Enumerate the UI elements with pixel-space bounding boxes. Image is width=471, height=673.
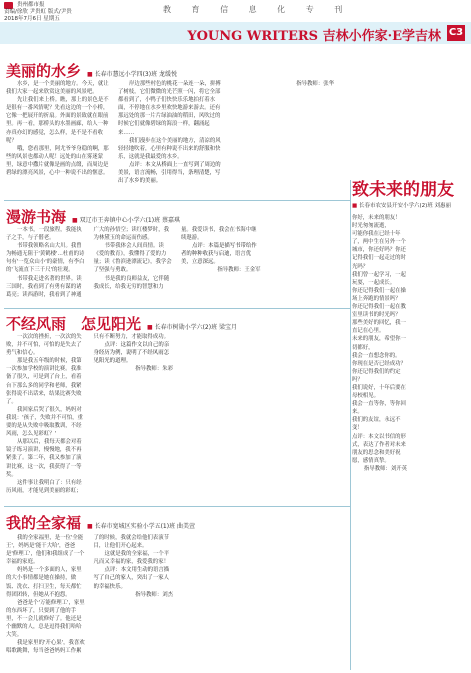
paragraph: 那是我五年级的时候，我第一次参加学校的演讲比赛。我准备了很久，可是到了台上，看着台下那么多的同学和老师，我紧张得说不出话来，结果比赛失败了。 [6,358,82,405]
divider [4,200,350,201]
comment: 点评：本篇是描写书带给作者的种种收获与启迪，语言优美，立意深远。 [181,243,257,266]
paragraph: 爸爸是个'万能修理工'，家里的东西坏了，只要到了他的手里，不一会儿就修好了。他还是个幽默的人，总是逗得我们哈哈大笑。 [6,599,85,639]
side-line: 你好，未来的朋友！ [352,215,401,221]
article-byline: ■ 长春市宽城区实验小学五(1)班 曲美萱 [87,523,195,530]
paragraph: 妈妈是一个多面的人，家里的大小事情都是她在操持，做饭、洗衣、打扫卫生，每天都忙得团团转，但她从不抱怨。 [6,567,82,598]
article-title [6,313,237,334]
side-line: 可能你我在已经十年了，两中生在另外一个城市，你还好吗？你还记得我们一起走过的时光吗？ [352,231,406,270]
paragraph: 书带我体会人间真情。读《爱的教育》，我懂得了爱的力量；读《鲁滨逊漂流记》，我学会了坚强与勇敢。 [93,243,172,274]
teacher: 指导教师：王金军 [217,267,261,274]
side-line: 你还记得我们的约定吗？ [352,368,401,383]
page-number: C3 [447,25,465,41]
paragraph: 先让我们来上桥。瞧，那上的景色是不是很有一番风情呢？先看这边的一个小桥，它像一把展开的折扇。外面的景致就在眼前里。再一看，那桥头的水墨画廊，给人一种亦真亦幻的感觉，怎么样，是不是不看收呢？ [6,97,109,144]
article-byline: ■ 长春市树勋小学六(2)班 梁宝月 [147,324,237,331]
article-title-text: 美丽的水乡 [6,62,82,80]
editor-line: 责编/徐欣 尹贵虹 版式/尹贵 [4,9,72,15]
paragraph: 我的全家福里，是一位'全能王'，妈妈是'能干大哈'，爸爸是'修理工'，他们和我组成了一个幸福的家庭。 [6,535,85,566]
column-divider [350,180,351,670]
header-meta [4,2,154,23]
article-byline: ■ 双辽市王奔镇中心小学六(1)班 蔡嘉琪 [72,217,180,224]
paragraph: 哦，您看那里，阿尤爷爷身稳的啊，那些的风景也都动人呢！远处的山在雾迷蒙里，绿意中撒片就像是画的点缀，而周边是碧绿的漂亮风景，心中一种说不出的惬意。 [6,145,109,177]
side-line: 你现在是否已经成功？ [352,360,406,367]
article-title [6,206,180,227]
page-title: YOUNG WRITERS 吉林小作家·E学吉林 [187,29,441,44]
paragraph: 这就是我的全家福，一个平凡而又幸福的家，我爱我的家！ [93,551,170,566]
paragraph: 书带我领略名山大川。我曾为畅通无阻于'黄鹤楼'…杜甫的诗句有'一览众山小'的豪情，有李白的'飞流直下三千尺'的壮观。 [6,243,85,274]
paragraph: 一本书，一段旅程，我能执子之手，与子偕老。 [6,227,82,242]
side-line: 未来的朋友，希望你一切都好， [352,336,406,351]
comment: 点评：本文从桥面上一直写到了周边的美景，语言流畅，引用得当，条理清楚，写出了水乡的美丽。 [118,161,221,185]
article-body [6,534,348,668]
paragraph: 从那以后，我每天都会对着镜子练习演讲，慢慢地，我不再紧张了。第二年，我又参加了演讲比赛，这一次，我获得了一等奖。 [6,439,82,478]
article-body [6,80,446,190]
paragraph: 书带我走进名著的世界。读三国时，我看到了有勇有谋的诸葛亮；读西游时，我看到了神通广大的孙悟空；读红楼梦时，我为林黛玉的命运而伤感。 [6,227,169,298]
article-title-text: 不经风雨 怎见阳光 [6,315,142,333]
side-line: 你还记得我们一起在教室里读书的时光吗？ [352,304,406,319]
paragraph: 一次次的挫折，一次次的失败，并不可怕，可怕的是失去了勇气和信心。 [6,334,82,357]
side-line: 我会一直等你，等你回来。 [352,401,406,416]
paragraph: 我是家里的'开心果'，我喜欢唱歌跳舞，每当爸爸妈妈工作累了的时候，我就会给他们表演节目，让他们开心起来。 [6,535,169,655]
article-title-text: 漫游书海 [6,208,67,226]
article-body [6,226,348,300]
side-line: 我会一直想念你的。 [352,352,401,359]
article-title [6,512,195,533]
article-title-text: 我的全家福 [6,514,82,532]
side-line: 时光匆匆流逝， [352,223,390,230]
paragraph: 我们漫步在这个美丽的地方，清凉的风轻轻地吹着，心里有种说不出来的舒服和快乐，这就是我最爱的水乡。 [118,137,221,160]
article-title [6,60,177,81]
date-line: 2018年7月6日 星期五 [4,16,60,22]
teacher: 指导教师：刘杰 [135,591,173,598]
article-body [6,333,348,495]
side-line: 我们曾一起学习，一起玩耍，一起成长。 [352,271,406,286]
teacher: 指导教师：张华 [296,81,334,87]
newspaper-logo-icon [4,2,13,9]
side-article-title: 致未来的朋友 [352,180,454,200]
divider [4,308,350,309]
paragraph: 这件事让我明白了：只有经历风雨，才能见到美丽的彩虹；只有不断努力，才能取得成功。 [6,334,169,494]
side-article [352,180,468,670]
paragraph: 岸边那些村色的桃花一朵连一朵，拼搏了树枝，它们微微的光芒照一闪，将它全部都看到了，小鸭子们快快乐乐地拍打着水面，不停地在水乡里欢快地游来游去。还有那远处的那一片片绿油油的稻田，风吹过的时候它们就像碧绿的海浪一样，翻涌起来…… [118,81,221,136]
side-line: 那些美好的回忆，我一直记在心里。 [352,320,406,335]
side-line: 你还记得我们一起在操场上奔跑的情景吗？ [352,287,406,302]
side-line: 我们说好，十年后要在母校相见。 [352,384,406,400]
comment: 点评：这篇作文以自己的亲身经历为例，说明了不经风雨怎见阳光的道理。 [93,342,170,365]
paragraph: 我回家后哭了很久，妈妈对我说：'孩子，失败并不可怕，重要的是从失败中吸取教训，不经风雨，怎么见彩虹？' [6,406,83,438]
side-line: 点评：本文以书信的形式，表达了作者对未来朋友的思念和美好祝愿，感情真挚。 [352,433,406,464]
paragraph: 书是我的良师益友，它伴随我成长，给我无穷的智慧和力量。我爱读书，我会在书海中继续遨游。 [93,227,257,290]
article-byline: ■ 长春市慧远小学四(3)班 龙缓悦 [87,71,177,78]
side-article-body [352,214,468,644]
header-slogan: 教 育 信 息 化 专 刊 [163,5,352,14]
divider [4,506,350,507]
comment: 点评：本文用生动的语言描写了自己的家人，突出了一家人的幸福快乐。 [93,567,170,590]
paragraph: 水乡，是一个美丽的地方。今天，就让我们大家一起来欣赏这美丽的风景吧。 [6,81,109,96]
side-line: 指导教师：刘开英 [363,465,407,472]
side-line: 我们的友谊，永远不变！ [352,417,401,432]
teacher: 指导教师：朱彩 [135,366,173,373]
site-name: 贵州都市报 [17,2,45,8]
side-article-byline: ■ 长春市农安县开安小学六(2)班 刘惠丽 [352,202,468,210]
